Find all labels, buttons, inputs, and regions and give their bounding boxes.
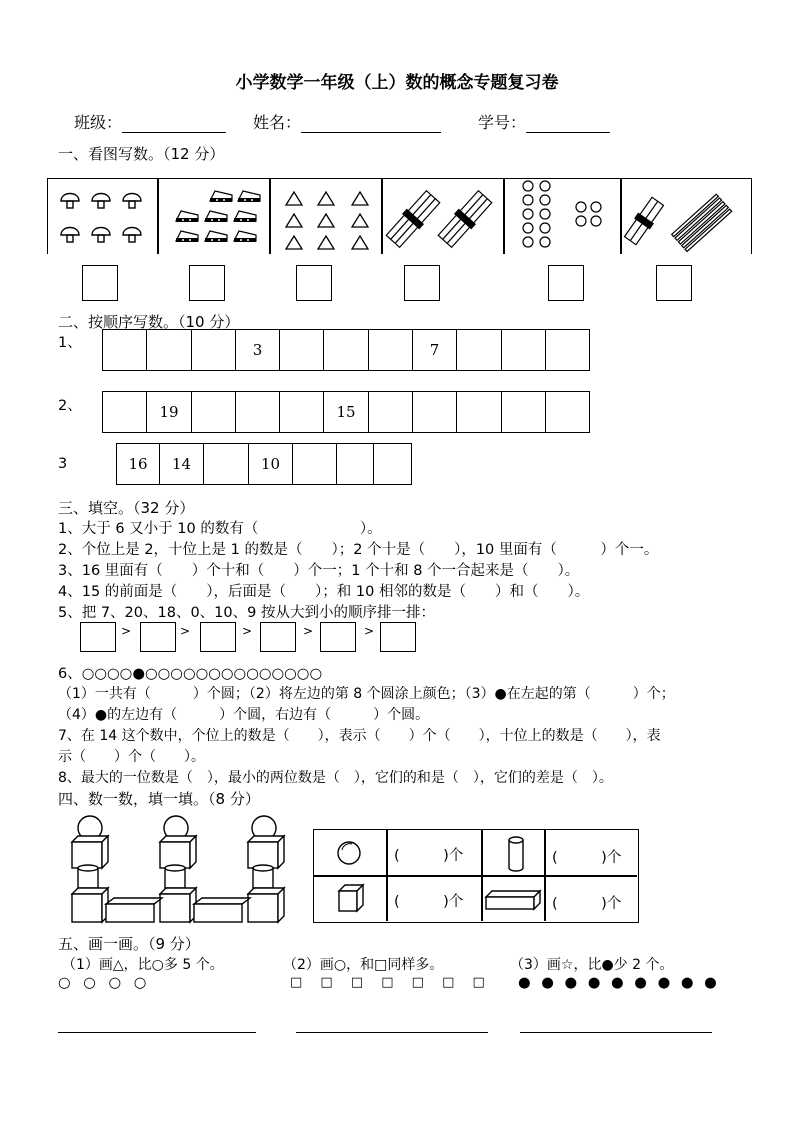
stick-bundle-icon (383, 179, 503, 255)
answer-box-bundles[interactable] (404, 265, 440, 301)
question-6-part-a: （1）一共有（ ）个圆；（2）将左边的第 8 个圆涂上颜色；（3）●在左起的第（ ）个； (58, 686, 675, 702)
seq-cell[interactable] (546, 330, 590, 370)
cube-icon (336, 882, 366, 916)
seq-cell[interactable] (457, 392, 502, 432)
circle-row: ○ ○ ○ ○ (58, 975, 151, 991)
cylinder-icon (504, 834, 528, 874)
order-box-4[interactable] (260, 622, 296, 652)
mushroom-icon (48, 179, 156, 255)
seq-cell[interactable] (204, 444, 249, 484)
section4-heading: 四、数一数，填一填。（8 分） (58, 790, 260, 808)
question-5: 5、把 7、20、18、0、10、9 按从大到小的顺序排一排： (58, 605, 435, 621)
name-blank[interactable] (301, 116, 441, 133)
seq-cell[interactable] (502, 392, 546, 432)
triangle-icon (271, 179, 381, 255)
class-label: 班级： (74, 113, 123, 132)
question-7-line-2: 示（ ）个（ ）。 (58, 749, 205, 765)
circle-icon (505, 179, 620, 255)
sequence-row-2 (102, 391, 590, 433)
seq-cell[interactable] (457, 330, 502, 370)
number-label: 学号： (478, 113, 527, 132)
greater-than-sign: > (180, 624, 191, 638)
count-cell-cube[interactable]: ( )个 (394, 894, 464, 910)
seq-cell[interactable] (103, 392, 147, 432)
stick-icon (622, 179, 751, 255)
answer-box-sticks[interactable] (656, 265, 692, 301)
seq-cell: 3 (236, 330, 280, 370)
section5-heading: 五、画一画。（9 分） (58, 935, 200, 953)
order-box-2[interactable] (140, 622, 176, 652)
mushroom-panel (47, 178, 158, 254)
sequence-row-1 (102, 329, 590, 371)
question-7-line-1: 7、在 14 这个数中，个位上的数是（ ），表示（ ）个（ ），十位上的数是（ ），表 (58, 728, 661, 744)
dot-row: ● ● ● ● ● ● ● ● ● (518, 975, 720, 991)
answer-box-sandwiches[interactable] (189, 265, 225, 301)
question-4: 4、15 的前面是（ ），后面是（ ）；和 10 相邻的数是（ ）和（ ）。 (58, 584, 590, 600)
section1-heading: 一、看图写数。（12 分） (58, 145, 225, 163)
question-3: 3、16 里面有（ ）个十和（ ）个一；1 个十和 8 个一合起来是（ ）。 (58, 563, 580, 579)
greater-than-sign: > (242, 624, 253, 638)
answer-line-1[interactable] (58, 1032, 256, 1033)
seq-cell[interactable] (293, 444, 337, 484)
greater-than-sign: > (364, 624, 375, 638)
question-6-part-b: （4）●的左边有（ ）个圆，右边有（ ）个圆。 (58, 707, 430, 723)
row2-label: 2、 (58, 398, 82, 414)
page-title: 小学数学一年级（上）数的概念专题复习卷 (235, 73, 559, 93)
seq-cell[interactable] (369, 330, 413, 370)
answer-box-triangles[interactable] (296, 265, 332, 301)
sequence-row-3 (116, 443, 412, 485)
seq-cell[interactable] (147, 330, 192, 370)
cuboid-icon (484, 888, 542, 912)
seq-cell: 14 (160, 444, 204, 484)
order-box-1[interactable] (80, 622, 116, 652)
sticks-panel (621, 178, 752, 254)
seq-cell[interactable] (103, 330, 147, 370)
seq-cell[interactable] (280, 330, 324, 370)
seq-cell: 15 (324, 392, 369, 432)
building-blocks-icon (62, 812, 294, 928)
seq-cell[interactable] (236, 392, 280, 432)
seq-cell: 7 (413, 330, 457, 370)
seq-cell[interactable] (192, 392, 236, 432)
count-cell-sphere[interactable]: ( )个 (394, 848, 464, 864)
seq-cell: 19 (147, 392, 192, 432)
number-blank[interactable] (526, 116, 610, 133)
seq-cell[interactable] (369, 392, 413, 432)
question-2: 2、个位上是 2，十位上是 1 的数是（ ）；2 个十是（ ），10 里面有（ ）个一。 (58, 542, 659, 558)
row3-label: 3 (58, 456, 68, 472)
order-box-6[interactable] (380, 622, 416, 652)
answer-line-2[interactable] (296, 1032, 488, 1033)
seq-cell[interactable] (324, 330, 369, 370)
triangle-panel (270, 178, 382, 254)
question-6: 6、○○○○●○○○○○○○○○○○○○○ (58, 666, 323, 682)
sandwich-panel (158, 178, 270, 254)
question-1: 1、大于 6 又小于 10 的数有（ ）。 (58, 521, 382, 537)
block-structure-figure (62, 812, 294, 928)
seq-cell[interactable] (374, 444, 412, 484)
sandwich-icon (159, 179, 269, 255)
name-label: 姓名： (253, 113, 302, 132)
seq-cell: 16 (117, 444, 160, 484)
greater-than-sign: > (303, 624, 314, 638)
row1-label: 1、 (58, 335, 82, 351)
stick-bundles-panel (382, 178, 504, 254)
seq-cell[interactable] (413, 392, 457, 432)
seq-cell[interactable] (192, 330, 236, 370)
order-box-5[interactable] (320, 622, 356, 652)
answer-box-circles[interactable] (548, 265, 584, 301)
count-cell-cuboid[interactable]: ( )个 (552, 896, 622, 912)
greater-than-sign: > (121, 624, 132, 638)
section2-heading: 二、按顺序写数。（10 分） (58, 313, 240, 331)
draw-prompt-2: （2）画○，和□同样多。 (283, 957, 444, 973)
shape-count-table (313, 829, 639, 923)
answer-line-3[interactable] (520, 1032, 712, 1033)
student-number-field (478, 110, 610, 133)
seq-cell[interactable] (546, 392, 590, 432)
order-box-3[interactable] (200, 622, 236, 652)
answer-box-mushrooms[interactable] (82, 265, 118, 301)
count-cell-cylinder[interactable]: ( )个 (552, 850, 622, 866)
class-blank[interactable] (122, 116, 226, 133)
sphere-icon (334, 838, 364, 868)
seq-cell[interactable] (280, 392, 324, 432)
name-field (253, 110, 441, 133)
square-row: □ □ □ □ □ □ □ (290, 975, 492, 990)
section3-heading: 三、填空。（32 分） (58, 499, 195, 517)
draw-prompt-3: （3）画☆，比●少 2 个。 (510, 957, 674, 973)
circles-panel (504, 178, 621, 254)
seq-cell[interactable] (502, 330, 546, 370)
seq-cell: 10 (249, 444, 293, 484)
draw-prompt-1: （1）画△，比○多 5 个。 (62, 957, 224, 973)
seq-cell[interactable] (337, 444, 374, 484)
class-field (74, 110, 226, 133)
question-8: 8、最大的一位数是（ ），最小的两位数是（ ），它们的和是（ ），它们的差是（ ）。 (58, 770, 613, 786)
